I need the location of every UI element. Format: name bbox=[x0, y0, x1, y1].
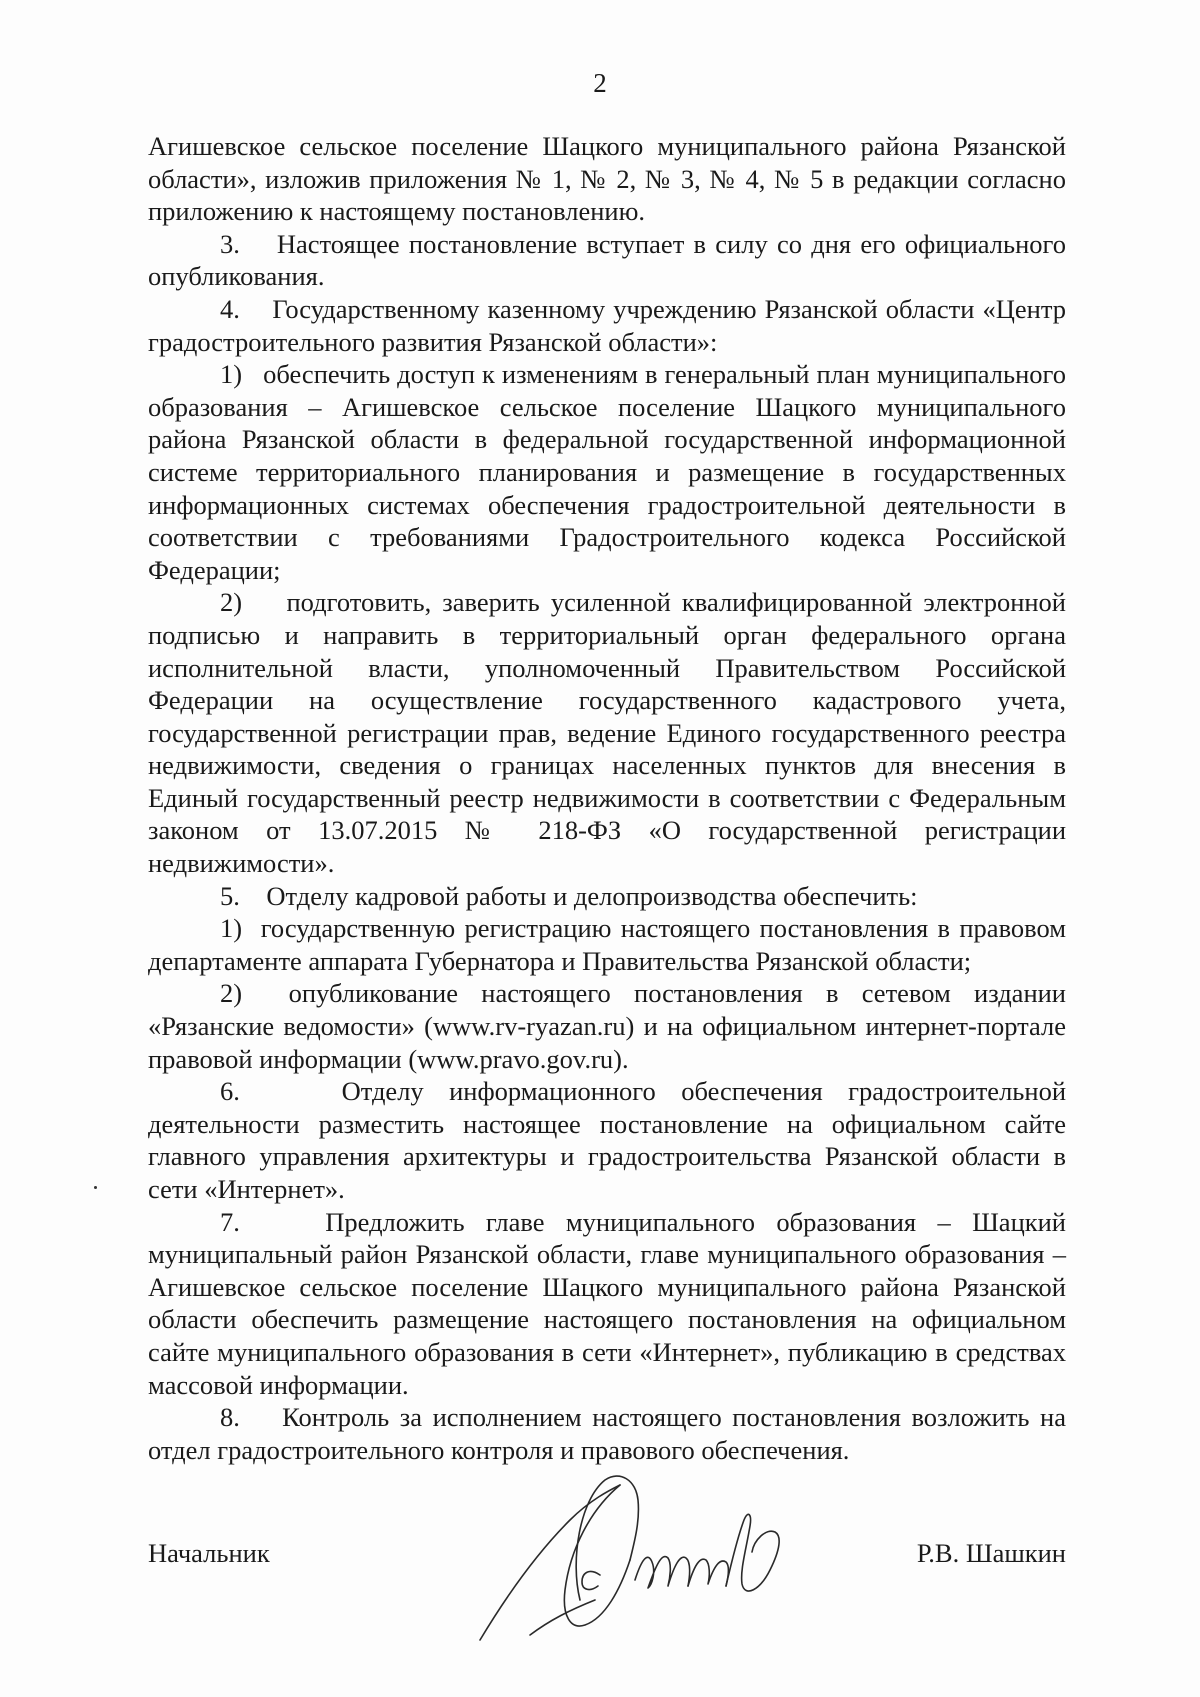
scan-speck bbox=[94, 1186, 97, 1189]
paragraph-item-4: 4. Государственному казенному учреждению Рязанской области «Центр градостроительного развития Рязанской области»: bbox=[148, 293, 1066, 357]
signatory-position: Начальник bbox=[148, 1538, 270, 1568]
paragraph-item-4-2: 2) подготовить, заверить усиленной квалифицированной электронной подписью и направить в территориальный орган федерального органа исполнительной власти, уполномоченный Правительством Российской Федерации на осуществление государственного кадастрового учета, государственной регистрации прав, ведение Единого государственного реестра недвижимости, сведения о границах населенных пунктов для внесения в Единый государственный реестр недвижимости в соответствии с Федеральным законом от 13.07.2015 № 218-ФЗ «О государственной регистрации недвижимости». bbox=[148, 587, 1066, 879]
document-body bbox=[148, 130, 1066, 1466]
paragraph-item-5-1: 1) государственную регистрацию настоящего постановления в правовом департаменте аппарата Губернатора и Правительства Рязанской области; bbox=[148, 913, 1066, 976]
signatory-name: Р.В. Шашкин bbox=[916, 1538, 1066, 1568]
paragraph-item-6: 6. Отделу информационного обеспечения градостроительной деятельности разместить настоящее постановление на официальном сайте главного управления архитектуры и градостроительства Рязанской области в сети «Интернет». bbox=[148, 1076, 1066, 1204]
paragraph-continuation: Агишевское сельское поселение Шацкого муниципального района Рязанской области», изложив приложения № 1, № 2, № 3, № 4, № 5 в редакции согласно приложению к настоящему постановлению. bbox=[148, 131, 1066, 227]
paragraph-item-5: 5. Отделу кадровой работы и делопроизводства обеспечить: bbox=[220, 880, 918, 911]
handwritten-signature-icon bbox=[470, 1440, 810, 1660]
paragraph-item-7: 7. Предложить главе муниципального образования – Шацкий муниципальный район Рязанской области, главе муниципального образования – Агишевское сельское поселение Шацкого муниципального района Рязанской области обеспечить размещение настоящего постановления на официальном сайте муниципального образования в сети «Интернет», публикацию в средствах массовой информации. bbox=[148, 1206, 1066, 1400]
paragraph-item-8: 8. Контроль за исполнением настоящего постановления возложить на отдел градостроительного контроля и правового обеспечения. bbox=[148, 1402, 1066, 1465]
paragraph-item-5-2: 2) опубликование настоящего постановления в сетевом издании «Рязанские ведомости» (www.rv-ryazan.ru) и на официальном интернет-портале правовой информации (www.pravo.gov.ru). bbox=[148, 978, 1066, 1074]
paragraph-item-4-1: 1) обеспечить доступ к изменениям в генеральный план муниципального образования – Агишевское сельское поселение Шацкого муниципального района Рязанской области в федеральной государственной информационной системе территориального планирования и размещение в государственных информационных системах обеспечения градостроительной деятельности в соответствии с требованиями Градостроительного кодекса Российской Федерации; bbox=[148, 359, 1066, 585]
page-number: 2 bbox=[593, 68, 607, 98]
paragraph-item-3: 3. Настоящее постановление вступает в силу со дня его официального опубликования. bbox=[148, 228, 1066, 292]
